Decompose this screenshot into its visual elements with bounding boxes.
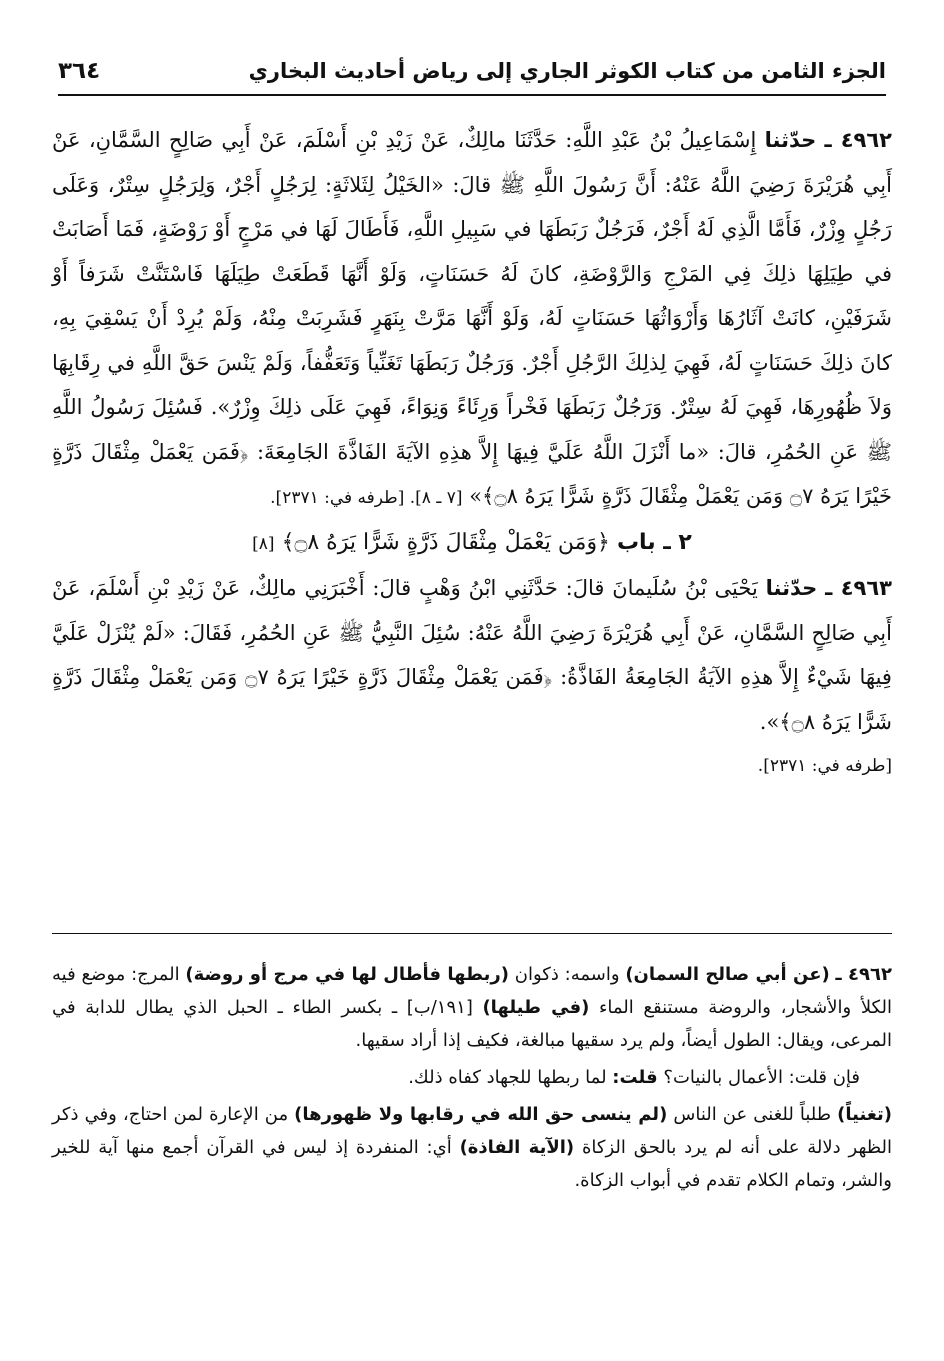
- hadith-text: يَحْيَى بْنُ سُلَيمانَ قالَ: حَدَّثَنِي ابْنُ وَهْبٍ قالَ: أَخْبَرَنِي مالِكٌ، عَنْ زَيْدِ بْنِ أَسْلَمَ، عَنْ أَبِي صَالِحٍ السَّمَّانِ، عَنْ أَبِي هُرَيْرَةَ رَضِيَ اللَّهُ عَنْهُ: سُئِلَ النَّبِيُّ ﷺ عَنِ الحُمُرِ، فَقَالَ: «لَمْ يُنْزَلْ عَلَيَّ فِيهَا شَيْءٌ إِلاَّ هذِهِ الآيَةُ الجَامِعَةُ الفَاذَّةُ: ﴿فَمَن يَعْمَلْ مِثْقَالَ ذَرَّةٍ خَيْرًا يَرَهُ ۝٧ وَمَن يَعْمَلْ مِثْقَالَ ذَرَّةٍ شَرًّا يَرَهُ ۝٨﴾».: [52, 576, 892, 734]
- note-text: لما ربطها للجهاد كفاه ذلك.: [408, 1067, 607, 1088]
- chapter-label: ٢ ـ باب: [616, 529, 692, 555]
- running-title: الجزء الثامن من كتاب الكوثر الجاري إلى رياض أحاديث البخاري: [248, 59, 886, 83]
- note-quote: (عن أبي صالح السمان): [625, 964, 830, 985]
- note-text: فإن قلت: الأعمال بالنيات؟: [663, 1067, 860, 1088]
- hadith-number: ٤٩٦٣ ـ: [825, 576, 892, 600]
- hadith-lead: حدّثنا: [764, 128, 817, 152]
- hadith-reference: [٧ ـ ٨]. [طرفه في: ٢٣٧١].: [270, 488, 463, 508]
- page-number: ٣٦٤: [58, 58, 101, 84]
- hadith-reference: [طرفه في: ٢٣٧١].: [757, 756, 892, 776]
- note-quote: (ربطها فأطال لها في مرج أو روضة): [185, 964, 509, 985]
- main-text: [52, 118, 892, 789]
- note-text: من الإعارة لمن احتاج، وفي ذكر الظهر دلالة على أنه لم يرد بالحق الزكاة: [52, 1104, 892, 1158]
- note-paragraph: [52, 1098, 892, 1197]
- chapter-verse: ﴿وَمَن يَعْمَلْ مِثْقَالَ ذَرَّةٍ شَرًّا يَرَهُ ۝٨﴾: [281, 529, 610, 555]
- note-quote: (لم ينسى حق الله في رقابها ولا ظهورها): [294, 1104, 668, 1125]
- page-header: [58, 48, 886, 96]
- commentary-notes: [52, 958, 892, 1201]
- note-text: المرج: موضع فيه الكلأ والأشجار، والروضة مستنقع الماء: [52, 964, 892, 1018]
- chapter-heading: [52, 521, 892, 567]
- note-quote: (تغنياً): [837, 1104, 892, 1125]
- hadith-4962: [52, 118, 892, 521]
- note-text: [١٩١/ب] ـ بكسر الطاء ـ الحبل الذي يطال للدابة في المرعى، ويقال: الطول أيضاً، ولم يرد سقيها مبالغة، فكيف إذا أراد سقيها.: [52, 997, 892, 1051]
- footnote-divider: [52, 933, 892, 934]
- note-keyword: قلت:: [612, 1067, 658, 1088]
- note-paragraph: [52, 958, 892, 1057]
- hadith-number: ٤٩٦٢ ـ: [824, 128, 892, 152]
- note-quote: (في طيلها): [482, 997, 590, 1018]
- chapter-reference: [٨]: [252, 533, 275, 554]
- hadith-lead: حدّثنا: [765, 576, 818, 600]
- note-quote: (الآية الفاذة): [459, 1137, 575, 1158]
- note-paragraph: [52, 1061, 892, 1094]
- note-text: واسمه: ذكوان: [514, 964, 620, 985]
- note-text: طلباً للغنى عن الناس: [673, 1104, 832, 1125]
- hadith-text: إِسْمَاعِيلُ بْنُ عَبْدِ اللَّهِ: حَدَّثَنَا مالِكٌ، عَنْ زَيْدِ بْنِ أَسْلَمَ، عَنْ أَبِي صَالِحٍ السَّمَّانِ، عَنْ أَبِي هُرَيْرَةَ رَضِيَ اللَّهُ عَنْهُ: أَنَّ رَسُولَ اللَّهِ ﷺ قالَ: «الخَيْلُ لِثَلاثَةٍ: لِرَجُلٍ أَجْرٌ، وَلِرَجُلٍ سِتْرٌ، وَعَلَى رَجُلٍ وِزْرٌ، فَأَمَّا الَّذِي لَهُ أَجْرٌ، فَرَجُلٌ رَبَطَهَا في سَبِيلِ اللَّهِ، فَأَطَالَ لَهَا في مَرْجٍ أَوْ رَوْضَةٍ، فَمَا أَصَابَتْ في طِيَلِهَا ذلِكَ فِي المَرْجِ وَالرَّوْضَةِ، كانَ لَهُ حَسَنَاتٍ، وَلَوْ أَنَّهَا قَطَعَتْ طِيَلَهَا فَاسْتَنَّتْ شَرَفاً أَوْ شَرَفَيْنِ، كانَتْ آثَارُهَا وَأَرْوَاثُهَا حَسَنَاتٍ لَهُ، وَلَوْ أَنَّهَا مَرَّتْ بِنَهَرٍ فَشَرِبَتْ مِنْهُ، وَلَمْ يُرِدْ أَنْ يَسْقِيَ بِهِ، كانَ ذلِكَ حَسَنَاتٍ لَهُ، فَهِيَ لِذلِكَ الرَّجُلِ أَجْرٌ. وَرَجُلٌ رَبَطَهَا تَغَنِّياً وَتَعَفُّفاً، وَلَمْ يَنْسَ حَقَّ اللَّهِ في رِقَابِهَا وَلاَ ظُهُورِهَا، فَهِيَ لَهُ سِتْرٌ. وَرَجُلٌ رَبَطَهَا فَخْراً وَرِئَاءً وَنِوَاءً، فَهِيَ عَلَى ذلِكَ وِزْرٌ». فَسُئِلَ رَسُولُ اللَّهِ ﷺ عَنِ الحُمُرِ، قالَ: «ما أَنْزَلَ اللَّهُ عَلَيَّ فِيهَا إِلاَّ هذِهِ الآيَةَ الفَاذَّةَ الجَامِعَةَ: ﴿فَمَن يَعْمَلْ مِثْقَالَ ذَرَّةٍ خَيْرًا يَرَهُ ۝٧ وَمَن يَعْمَلْ مِثْقَالَ ذَرَّةٍ شَرًّا يَرَهُ ۝٨﴾»: [52, 128, 892, 508]
- note-number: ٤٩٦٢ ـ: [835, 964, 892, 985]
- note-text: أي: المنفردة إذ ليس في القرآن أجمع منها آية للخير والشر، وتمام الكلام تقدم في أبواب الزكاة.: [52, 1137, 892, 1191]
- hadith-4963: [52, 566, 892, 744]
